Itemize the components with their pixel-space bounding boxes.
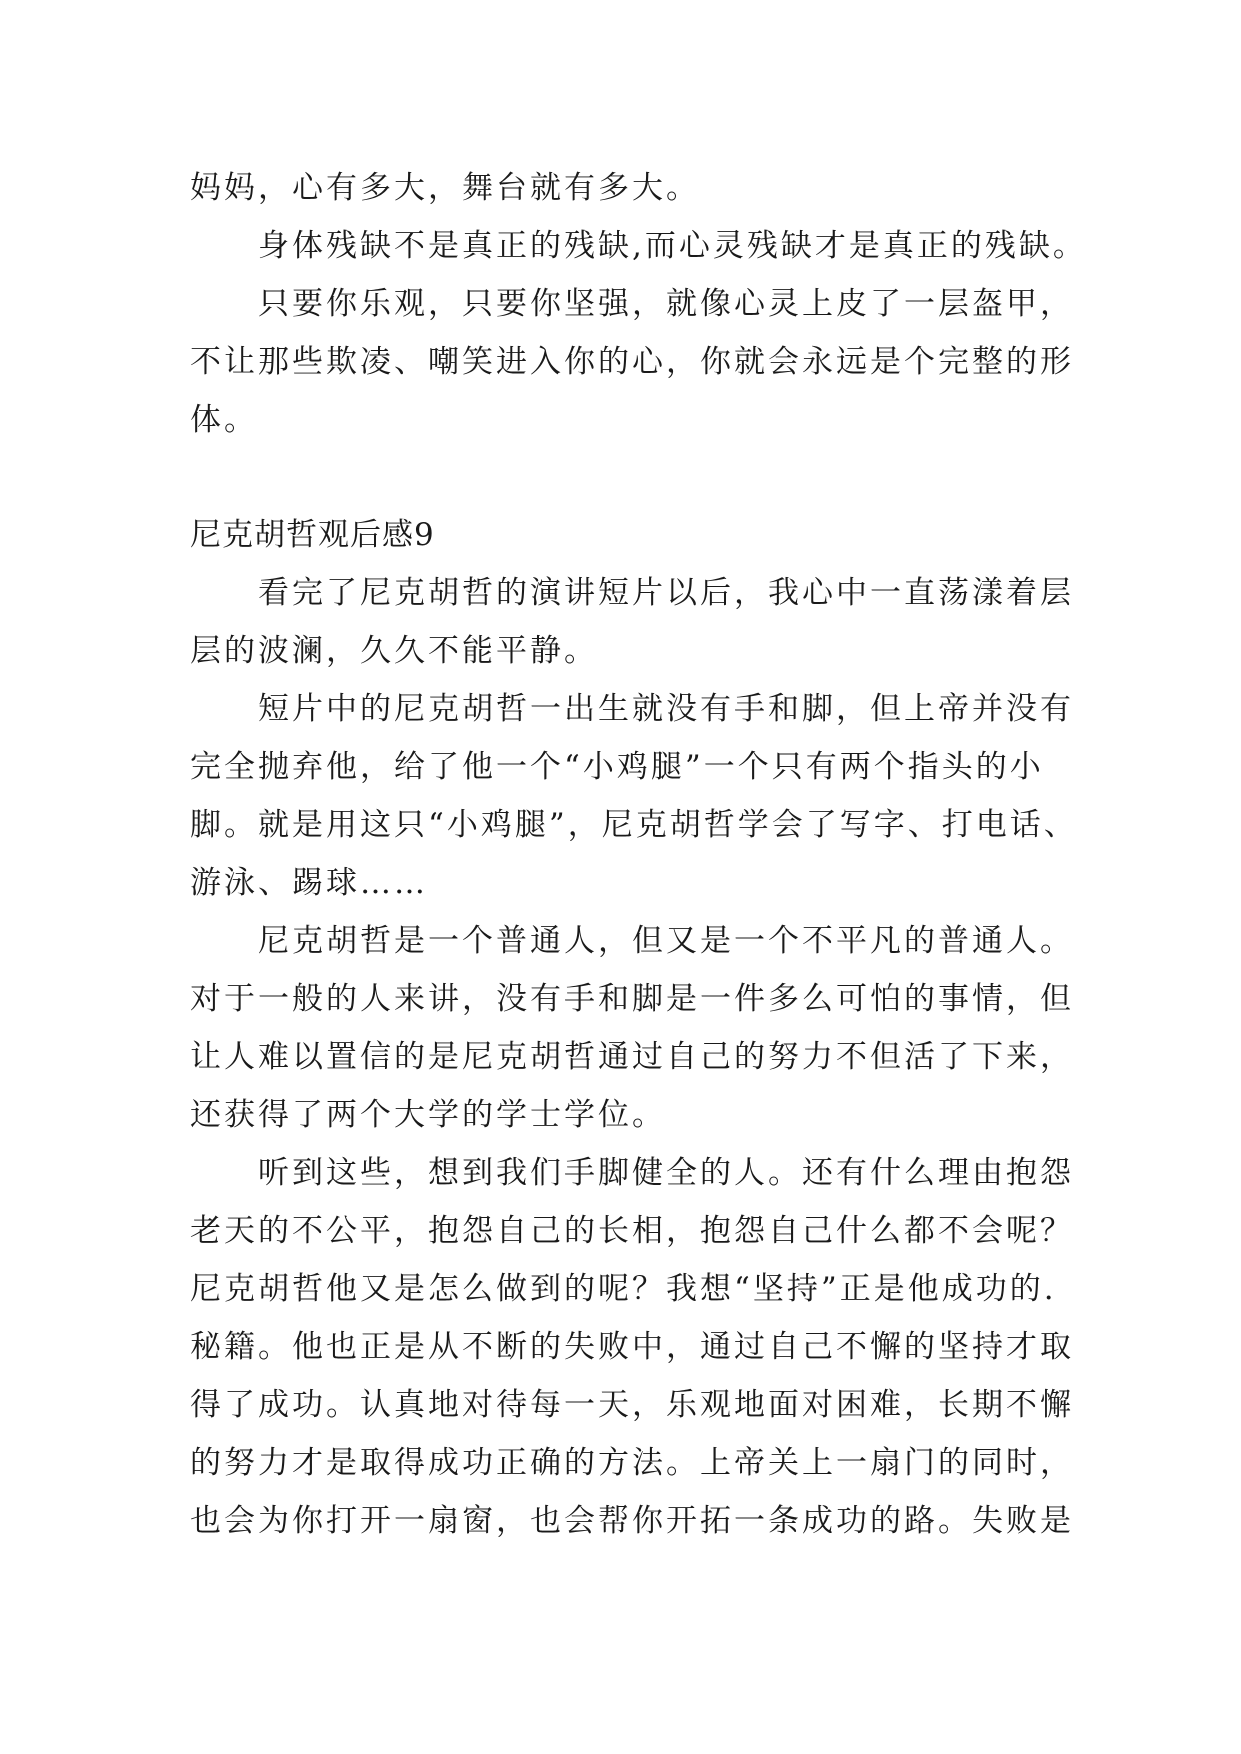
text-line: 还获得了两个大学的学士学位。 [190,1097,666,1133]
text-line: 尼克胡哲他又是怎么做到的呢？我想“坚持”正是他成功的. [190,1271,1057,1307]
section-title: 尼克胡哲观后感9 [190,517,435,553]
text-line: 的努力才是取得成功正确的方法。上帝关上一扇门的同时， [190,1445,1074,1481]
text-line: 对于一般的人来讲，没有手和脚是一件多么可怕的事情，但 [190,981,1074,1017]
paragraph-line: 只要你乐观，只要你坚强，就像心灵上皮了一层盔甲， [258,286,1074,322]
paragraph-line: 尼克胡哲是一个普通人，但又是一个不平凡的普通人。 [258,923,1074,959]
text-line: 体。 [190,402,258,438]
text-line: 层的波澜，久久不能平静。 [190,633,598,669]
text-line: 让人难以置信的是尼克胡哲通过自己的努力不但活了下来， [190,1039,1074,1075]
paragraph-line: 看完了尼克胡哲的演讲短片以后，我心中一直荡漾着层 [258,575,1074,611]
paragraph-line: 短片中的尼克胡哲一出生就没有手和脚，但上帝并没有 [258,691,1074,727]
text-line: 不让那些欺凌、嘲笑进入你的心，你就会永远是个完整的形 [190,344,1074,380]
paragraph-line: 听到这些，想到我们手脚健全的人。还有什么理由抱怨 [258,1155,1074,1191]
paragraph-line: 身体残缺不是真正的残缺,而心灵残缺才是真正的残缺。 [258,228,1087,264]
text-line: 完全抛弃他，给了他一个“小鸡腿”一个只有两个指头的小 [190,749,1044,785]
text-line: 妈妈，心有多大，舞台就有多大。 [190,170,700,206]
text-line: 也会为你打开一扇窗，也会帮你开拓一条成功的路。失败是 [190,1503,1074,1539]
text-line: 秘籍。他也正是从不断的失败中，通过自己不懈的坚持才取 [190,1329,1074,1365]
text-line: 脚。就是用这只“小鸡腿”，尼克胡哲学会了写字、打电话、 [190,807,1078,843]
text-line: 老天的不公平，抱怨自己的长相，抱怨自己什么都不会呢？ [190,1213,1074,1249]
text-line: 游泳、踢球…… [190,865,428,901]
text-line: 得了成功。认真地对待每一天，乐观地面对困难，长期不懈 [190,1387,1074,1423]
